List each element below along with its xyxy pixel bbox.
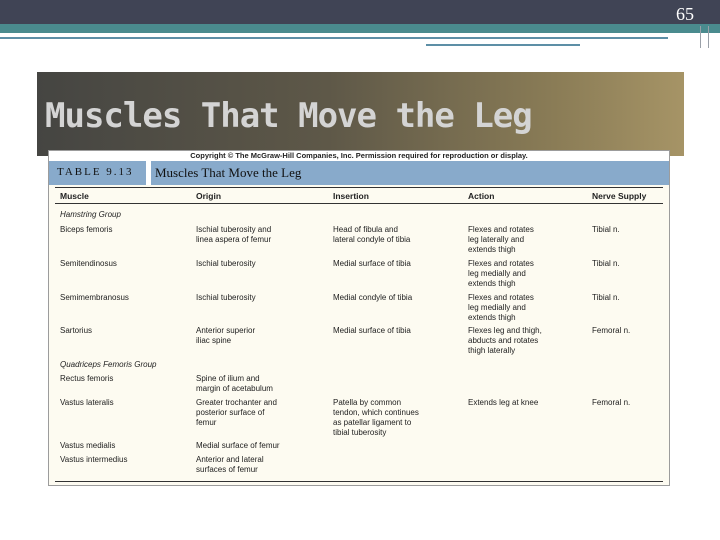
- decorative-line: [700, 26, 701, 48]
- header-separator: [146, 161, 151, 185]
- group-label: Quadriceps Femoris Group: [60, 360, 157, 369]
- table-rule: [55, 203, 663, 204]
- column-header-insertion: Insertion: [333, 191, 369, 201]
- muscle-name: Semimembranosus: [60, 293, 129, 302]
- insertion-cell: Patella by common tendon, which continues as patellar ligament to tibial tuberosity: [333, 398, 419, 437]
- title-banner: [37, 72, 684, 156]
- muscle-name: Biceps femoris: [60, 225, 113, 234]
- top-dark-bar: [0, 0, 720, 24]
- decorative-line: [0, 37, 668, 39]
- origin-cell: Ischial tuberosity: [196, 259, 256, 268]
- muscle-name: Vastus lateralis: [60, 398, 114, 407]
- group-label: Hamstring Group: [60, 210, 121, 219]
- column-header-nerve-supply: Nerve Supply: [592, 191, 647, 201]
- muscle-name: Vastus medialis: [60, 441, 116, 450]
- nerve-supply-cell: Tibial n.: [592, 225, 620, 234]
- nerve-supply-cell: Tibial n.: [592, 293, 620, 302]
- origin-cell: Ischial tuberosity: [196, 293, 256, 302]
- table-label: TABLE 9.13: [57, 166, 134, 178]
- origin-cell: Anterior superior iliac spine: [196, 326, 256, 345]
- origin-cell: Ischial tuberosity and linea aspera of femur: [196, 225, 272, 244]
- action-cell: Flexes and rotates leg medially and extends thigh: [468, 259, 534, 288]
- insertion-cell: Medial surface of tibia: [333, 326, 411, 335]
- table-title: Muscles That Move the Leg: [155, 165, 302, 180]
- column-header-action: Action: [468, 191, 495, 201]
- action-cell: Flexes and rotates leg laterally and extends thigh: [468, 225, 534, 254]
- muscle-name: Semitendinosus: [60, 259, 117, 268]
- origin-cell: Spine of ilium and margin of acetabulum: [196, 374, 273, 393]
- action-cell: Extends leg at knee: [468, 398, 539, 407]
- origin-cell: Medial surface of femur: [196, 441, 280, 450]
- nerve-supply-cell: Femoral n.: [592, 326, 631, 335]
- origin-cell: Greater trochanter and posterior surface of femur: [196, 398, 277, 427]
- table-rule: [55, 481, 663, 482]
- muscle-name: Sartorius: [60, 326, 93, 335]
- action-cell: Flexes and rotates leg medially and extends thigh: [468, 293, 534, 322]
- muscle-table: [48, 150, 670, 486]
- insertion-cell: Medial surface of tibia: [333, 259, 411, 268]
- copyright-notice: Copyright © The McGraw-Hill Companies, Inc. Permission required for reproduction or display.: [49, 151, 669, 161]
- slide-number: 65: [676, 4, 694, 24]
- insertion-cell: Medial condyle of tibia: [333, 293, 413, 302]
- slide-title: Muscles That Move the Leg: [45, 96, 532, 136]
- muscle-name: Vastus intermedius: [60, 455, 128, 464]
- column-header-muscle: Muscle: [60, 191, 89, 201]
- decorative-line: [426, 44, 580, 46]
- table-header-bar: [49, 161, 669, 185]
- nerve-supply-cell: Femoral n.: [592, 398, 631, 407]
- top-teal-bar: [0, 24, 720, 33]
- nerve-supply-cell: Tibial n.: [592, 259, 620, 268]
- muscle-name: Rectus femoris: [60, 374, 114, 383]
- origin-cell: Anterior and lateral surfaces of femur: [196, 455, 264, 474]
- decorative-line: [708, 26, 709, 48]
- insertion-cell: Head of fibula and lateral condyle of tibia: [333, 225, 411, 244]
- column-header-origin: Origin: [196, 191, 222, 201]
- table-rule: [55, 187, 663, 188]
- action-cell: Flexes leg and thigh, abducts and rotates thigh laterally: [468, 326, 542, 355]
